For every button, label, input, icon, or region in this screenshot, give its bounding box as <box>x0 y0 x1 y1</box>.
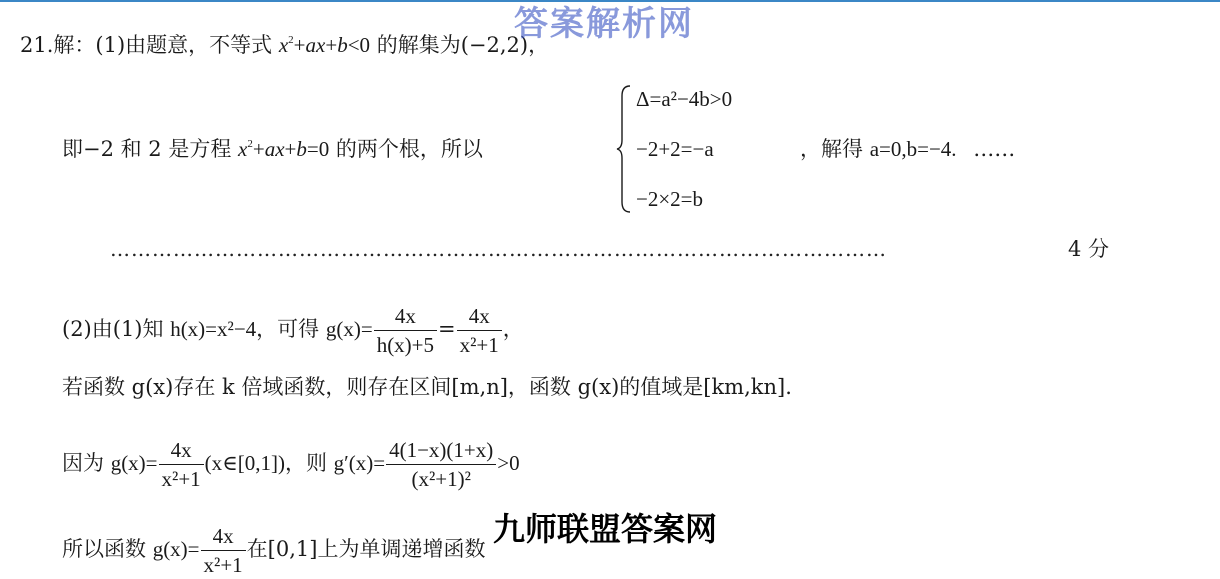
positive-sign: >0 <box>497 451 520 475</box>
line2-roots: −2 和 2 是方程 <box>83 137 232 161</box>
fraction-1 <box>374 302 437 359</box>
domain: (x∈[0,1])，则 <box>204 451 327 475</box>
watermark-bottom: 九师联盟答案网 <box>493 510 718 548</box>
system-brace <box>616 84 632 214</box>
p2-l4-end: 在[0,1]上为单调递增函数 <box>246 537 486 561</box>
frac5-num: 4x <box>201 522 246 551</box>
frac4-num: 4(1−x)(1+x) <box>386 436 496 465</box>
frac3-den: x²+1 <box>161 467 201 491</box>
line2-mid: 的两个根，所以 <box>335 137 483 161</box>
frac2-den: x²+1 <box>459 333 499 357</box>
g-label: g(x)= <box>325 317 373 341</box>
equation: $x^2+ax+b=0$ <box>238 137 330 161</box>
h-definition: h(x)=x²−4 <box>170 317 257 341</box>
scoring-dots: ………………………………………………………………………………………………… <box>110 238 887 260</box>
frac5-den: x²+1 <box>203 553 243 577</box>
frac3-num: 4x <box>159 436 204 465</box>
fraction-2 <box>457 302 502 359</box>
part2-line1: (2)由(1)知 h(x)=x²−4，可得 g(x)= $\frac{4x}{h(x)+5}$ = $\frac{4x}{\text{x²+1}}$ ， <box>62 304 524 357</box>
fraction-3 <box>159 436 204 493</box>
part2-line4 <box>62 522 485 579</box>
watermark-top: 答案解析网 <box>514 4 694 44</box>
p2-l3-prefix: 因为 <box>62 451 104 475</box>
ellipsis: …… <box>973 137 1016 161</box>
frac2-num: 4x <box>457 302 502 331</box>
system-eq-1: Δ=a²−4b>0 <box>636 87 733 111</box>
solve-result <box>800 136 1015 162</box>
inequality: $x^2+ax+b<0$ <box>278 33 371 57</box>
p2-l1-end: ， <box>502 317 524 341</box>
p2-l1-mid: ，可得 <box>256 317 320 341</box>
solve-values: a=0,b=−4. <box>869 137 957 161</box>
system-eq-2: −2+2=−a <box>636 137 714 161</box>
g-label-2: g(x)= <box>110 451 158 475</box>
part2-line2: 若函数 g(x)存在 k 倍域函数，则存在区间[m,n]，函数 g(x)的值域是[km,kn]. <box>62 375 792 399</box>
question-number: 21. <box>20 33 54 57</box>
line2-prefix: 即 <box>62 137 83 161</box>
g-prime-label: g′(x)= <box>333 451 386 475</box>
frac4-den: (x²+1)² <box>411 467 471 491</box>
p2-l1-prefix: (2)由(1)知 <box>62 317 164 341</box>
part1-intro: 解：(1)由题意，不等式 <box>53 33 273 57</box>
top-border-line <box>0 0 1220 2</box>
frac1-num: 4x <box>374 302 437 331</box>
system-eq-3: −2×2=b <box>636 187 704 211</box>
frac1-den: h(x)+5 <box>376 333 435 357</box>
g-label-3: g(x)= <box>152 537 200 561</box>
part2-line3 <box>62 436 520 493</box>
score-label: 4 分 <box>1068 237 1110 261</box>
part1-ineq-tail: 的解集为(−2,2)， <box>376 33 550 57</box>
q21-line2 <box>62 136 483 162</box>
q21-line1 <box>20 32 549 58</box>
fraction-5 <box>201 522 246 579</box>
fraction-4 <box>386 436 496 493</box>
p2-l4-prefix: 所以函数 <box>62 537 146 561</box>
solve-label: ，解得 <box>800 137 863 161</box>
